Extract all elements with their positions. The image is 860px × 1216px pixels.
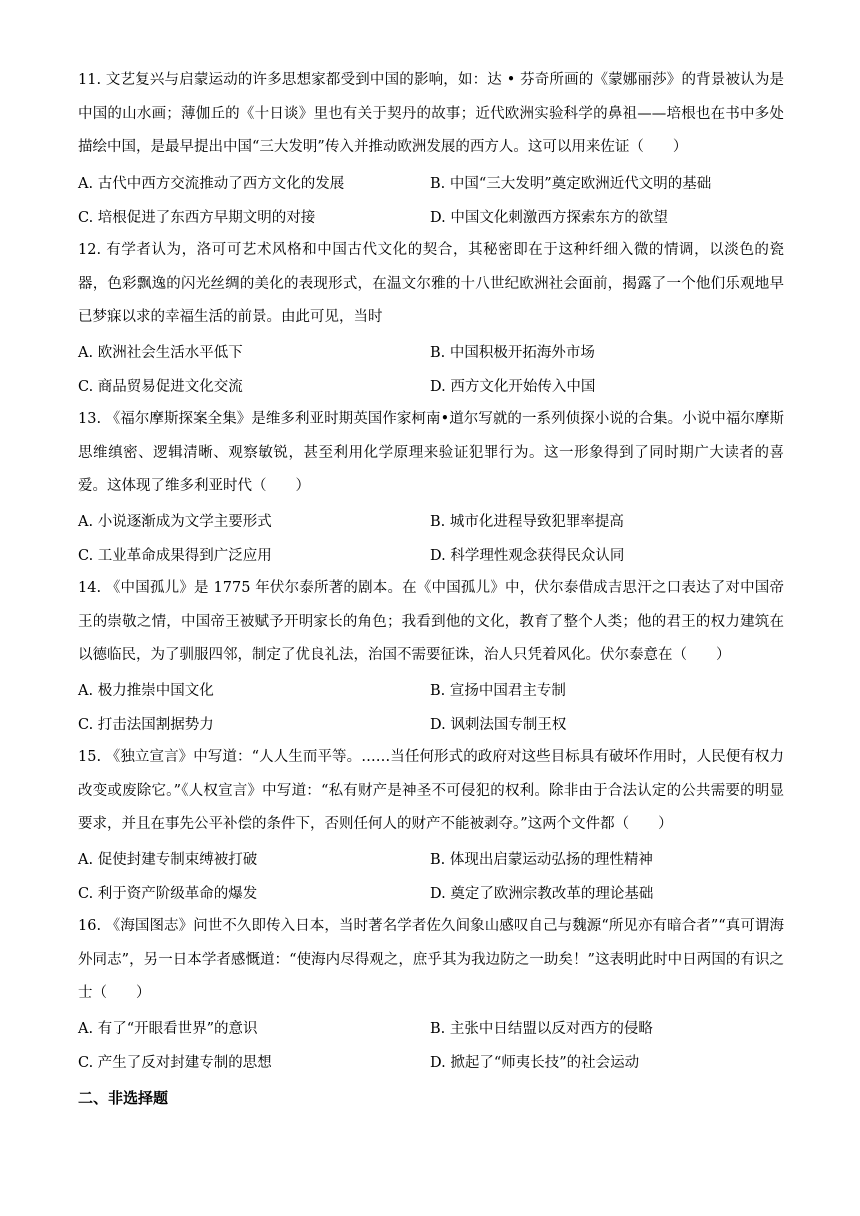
question-13-stem: 13. 《福尔摩斯探案全集》是维多利亚时期英国作家柯南•道尔写就的一系列侦探小说的合集。小说中福尔摩斯思维缜密、逻辑清晰、观察敏锐，甚至利用化学原理来验证犯罪行为。这一形象得到了同时期广大读者的喜爱。这体现了维多利亚时代（ ）	[78, 411, 784, 494]
section-title: 二、非选择题	[78, 1089, 169, 1107]
question-13-option-d: D. 科学理性观念获得民众认同	[430, 548, 625, 564]
question-16-option-a: A. 有了“开眼看世界”的意识	[78, 1021, 258, 1037]
question-12-option-a: A. 欧洲社会生活水平低下	[78, 345, 243, 361]
question-11-option-d: D. 中国文化刺激西方探索东方的欲望	[430, 210, 668, 226]
question-12-option-d: D. 西方文化开始传入中国	[430, 379, 596, 395]
question-13-option-b: B. 城市化进程导致犯罪率提高	[430, 514, 624, 530]
question-16-option-b: B. 主张中日结盟以反对西方的侵略	[430, 1021, 653, 1037]
question-16-option-c: C. 产生了反对封建专制的思想	[78, 1055, 272, 1071]
question-14-option-d: D. 讽刺法国专制王权	[430, 717, 567, 733]
question-12-stem: 12. 有学者认为，洛可可艺术风格和中国古代文化的契合，其秘密即在于这种纤细入微的情调，以淡色的瓷器，色彩飘逸的闪光丝绸的美化的表现形式，在温文尔雅的十八世纪欧洲社会面前，揭露了一个他们乐观地早已梦寐以求的幸福生活的前景。由此可见，当时	[78, 242, 784, 325]
question-13-option-a: A. 小说逐渐成为文学主要形式	[78, 514, 272, 530]
question-15-option-d: D. 奠定了欧洲宗教改革的理论基础	[430, 886, 654, 902]
question-13-option-c: C. 工业革命成果得到广泛应用	[78, 548, 272, 564]
question-15-option-a: A. 促使封建专制束缚被打破	[78, 852, 258, 868]
question-15-option-c: C. 利于资产阶级革命的爆发	[78, 886, 258, 902]
question-11-stem: 11. 文艺复兴与启蒙运动的许多思想家都受到中国的影响，如：达 • 芬奇所画的《蒙娜丽莎》的背景被认为是中国的山水画；薄伽丘的《十日谈》里也有关于契丹的故事；近代欧洲实验科学的鼻祖——培根也在书中多处描绘中国，是最早提出中国“三大发明”传入并推动欧洲发展的西方人。这可以用来佐证（ ）	[78, 72, 784, 155]
question-12-option-b: B. 中国积极开拓海外市场	[430, 345, 595, 361]
question-14-option-a: A. 极力推崇中国文化	[78, 683, 214, 699]
question-14-stem: 14. 《中国孤儿》是 1775 年伏尔泰所著的剧本。在《中国孤儿》中，伏尔泰借成吉思汗之口表达了对中国帝王的崇敬之情，中国帝王被赋予开明家长的角色；我看到他的文化，教育了整个人类；他的君王的权力建筑在以德临民，为了驯服四邻，制定了优良礼法，治国不需要征诛，治人只凭着风化。伏尔泰意在（ ）	[78, 580, 784, 663]
question-15-option-b: B. 体现出启蒙运动弘扬的理性精神	[430, 852, 653, 868]
question-16-stem: 16. 《海国图志》问世不久即传入日本，当时著名学者佐久间象山感叹自己与魏源“所见亦有暗合者”“真可谓海外同志”，另一日本学者感慨道：“使海内尽得观之，庶乎其为我边防之一助矣！”这表明此时中日两国的有识之士（ ）	[78, 918, 784, 1001]
question-14-option-b: B. 宣扬中国君主专制	[430, 683, 566, 699]
question-11-option-b: B. 中国“三大发明”奠定欧洲近代文明的基础	[430, 176, 712, 192]
question-15-stem: 15. 《独立宣言》中写道：“人人生而平等。……当任何形式的政府对这些目标具有破坏作用时，人民便有权力改变或废除它。”《人权宣言》中写道：“私有财产是神圣不可侵犯的权利。除非由于合法认定的公共需要的明显要求，并且在事先公平补偿的条件下，否则任何人的财产不能被剥夺。”这两个文件都（ ）	[78, 749, 784, 832]
question-16-option-d: D. 掀起了“师夷长技”的社会运动	[430, 1055, 640, 1071]
question-12-option-c: C. 商品贸易促进文化交流	[78, 379, 243, 395]
question-11-option-c: C. 培根促进了东西方早期文明的对接	[78, 210, 316, 226]
question-14-option-c: C. 打击法国割据势力	[78, 717, 214, 733]
question-11-option-a: A. 古代中西方交流推动了西方文化的发展	[78, 176, 345, 192]
